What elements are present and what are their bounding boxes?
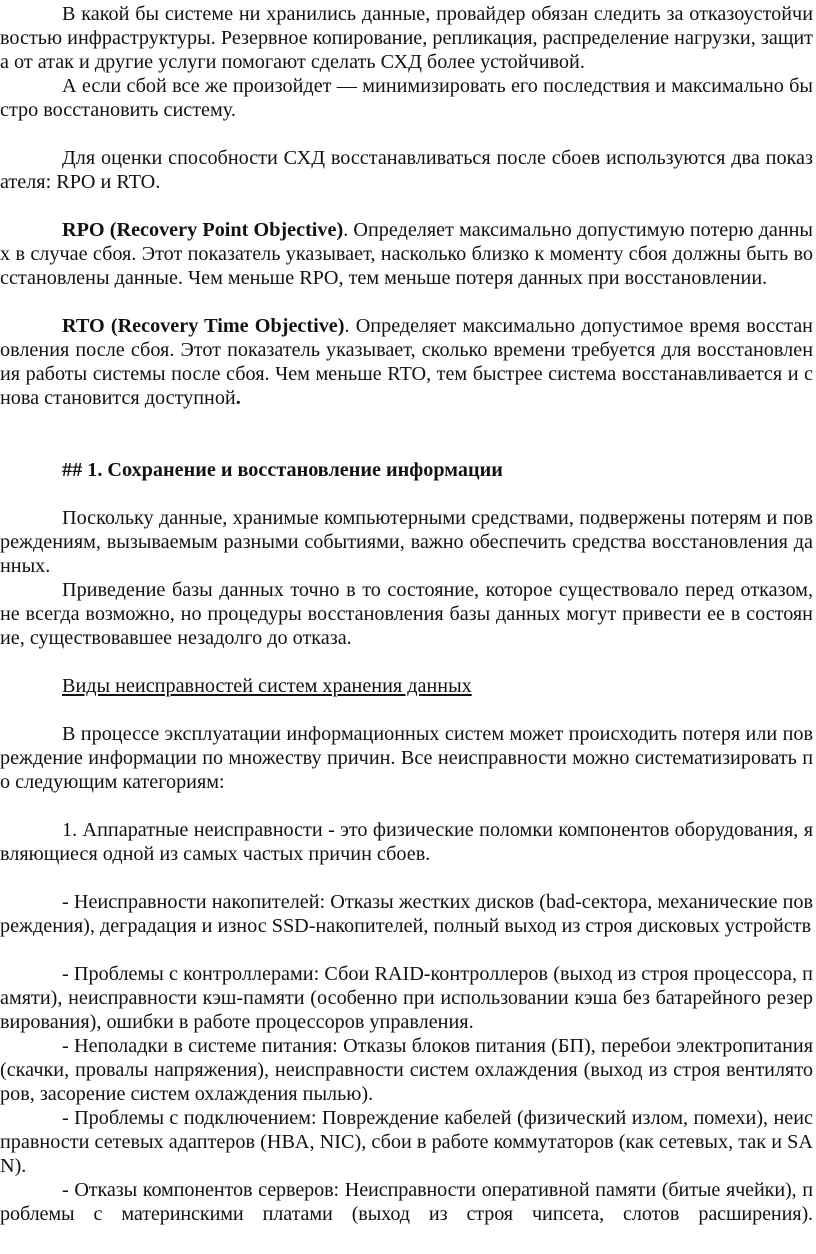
paragraph-categories: В процессе эксплуатации информационных систем может происходить потеря или повреждение информации по множеству причин. Все неисправности можно систематизировать по следующим категориям: (0, 723, 813, 793)
paragraph-db-restore: Приведение базы данных точно в то состояние, которое существовало перед отказом, не всегда возможно, но процедуры восстановления базы данных могут привести ее в состояние, существовавшее незадолго до отказа. (0, 579, 813, 649)
subheading-text: Виды неисправностей систем хранения данных (62, 675, 472, 697)
paragraph-minimize-consequences: А если сбой все же произойдет — минимизировать его последствия и максимально быстро восстановить систему. (0, 75, 813, 121)
paragraph-rto (0, 315, 813, 411)
rpo-definition: . Определяет максимально допустимую потерю данных в случае сбоя. Этот показатель указывает, насколько близко к моменту сбоя должны быть восстановлены данные. Чем меньше RPO, тем меньше потеря данных при восстановлении. (0, 219, 813, 289)
list-item-server-failures: - Отказы компонентов серверов: Неисправности оперативной памяти (битые ячейки), проблемы с материнскими платами (выход из строя чипсета, слотов расширения). (0, 1179, 813, 1225)
list-item-storage-failures: - Неисправности накопителей: Отказы жестких дисков (bad-сектора, механические повреждения), деградация и износ SSD-накопителей, полный выход из строя дисковых устройств (0, 891, 813, 937)
paragraph-hardware-failures: 1. Аппаратные неисправности - это физические поломки компонентов оборудования, являющиеся одной из самых частых причин сбоев. (0, 819, 813, 865)
list-item-controller-problems: - Проблемы с контроллерами: Сбои RAID-контроллеров (выход из строя процессора, памяти), неисправности кэш-памяти (особенно при использовании кэша без батарейного резервирования), ошибки в работе процессоров управления. (0, 963, 813, 1033)
list-item-connection-problems: - Проблемы с подключением: Повреждение кабелей (физический излом, помехи), неисправности сетевых адаптеров (HBA, NIC), сбои в работе коммутаторов (как сетевых, так и SAN). (0, 1107, 813, 1177)
rto-end-period: . (235, 386, 241, 409)
paragraph-rpo-rto-intro: Для оценки способности СХД восстанавливаться после сбоев используются два показателя: RPO и RTO. (0, 147, 813, 193)
rto-term: RTO (Recovery Time Objective) (62, 315, 345, 337)
rto-definition: . Определяет максимально допустимое время восстановления после сбоя. Этот показатель указывает, сколько времени требуется для восстановления работы системы после сбоя. Чем меньше RTO, тем быстрее система восстанавливается и снова становится доступной (0, 315, 813, 409)
rpo-term: RPO (Recovery Point Objective) (62, 219, 344, 241)
paragraph-data-loss: Поскольку данные, хранимые компьютерными средствами, подвержены потерям и повреждениям, вызываемым разными событиями, важно обеспечить средства восстановления данных. (0, 507, 813, 577)
subheading-failure-types (0, 675, 813, 699)
paragraph-rpo (0, 219, 813, 291)
list-item-power-problems: - Неполадки в системе питания: Отказы блоков питания (БП), перебои электропитания (скачки, провалы напряжения), неисправности систем охлаждения (выход из строя вентиляторов, засорение систем охлаждения пылью). (0, 1035, 813, 1105)
section-heading: ## 1. Сохранение и восстановление информации (62, 459, 503, 481)
paragraph-fault-tolerance: В какой бы системе ни хранились данные, провайдер обязан следить за отказоустойчивостью инфраструктуры. Резервное копирование, репликация, распределение нагрузки, защита от атак и другие услуги помогают сделать СХД более устойчивой. (0, 3, 813, 73)
